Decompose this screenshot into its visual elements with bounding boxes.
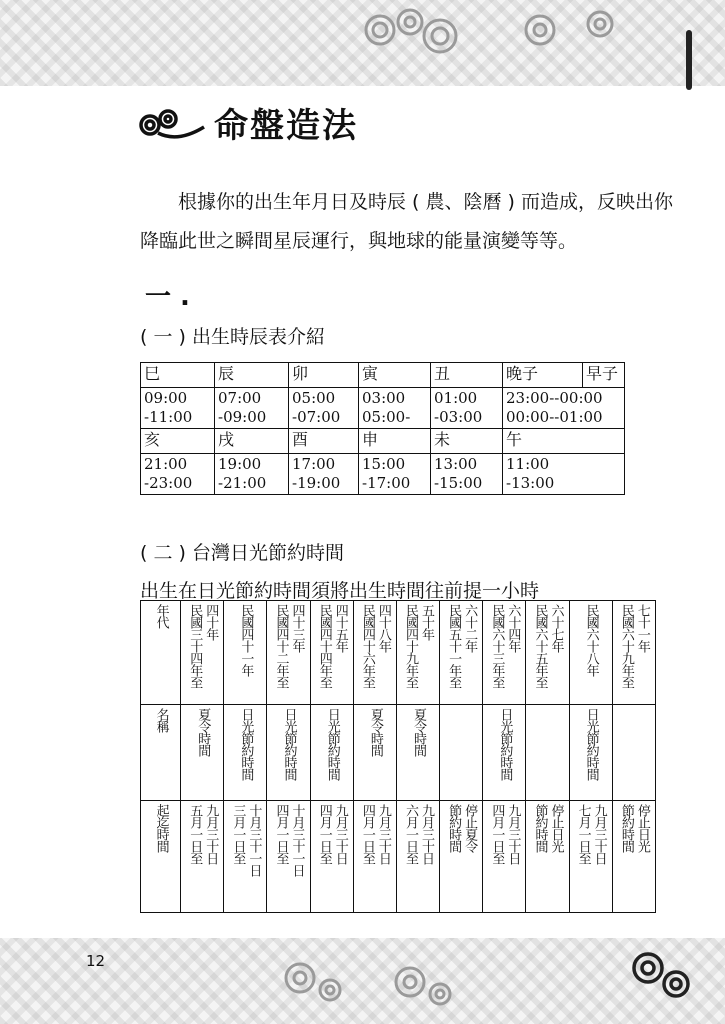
dst-note: 出生在日光節約時間須將出生時間往前提一小時 — [140, 580, 540, 602]
table-cell — [224, 601, 267, 705]
table-cell: 卯 — [289, 363, 359, 388]
dst-period: 十月三十一日 三月一日至 — [230, 804, 262, 876]
bottom-decorative-band — [0, 938, 725, 1024]
dst-name: 夏令時間 — [367, 708, 383, 756]
table-cell: 晚子 — [503, 363, 583, 388]
dst-period: 停止日光 節約時間 — [532, 804, 564, 852]
dst-period: 九月三十日 五月一日至 — [187, 804, 219, 864]
table-cell: 午 — [503, 429, 625, 454]
table-cell — [267, 705, 310, 801]
intro-paragraph: 根據你的出生年月日及時辰 ( 農、陰曆 ) 而造成，反映出你降臨此世之瞬間星辰運行，與地球的能量演變等等。 — [140, 191, 673, 252]
dst-year: 六十四年 民國六十三年至 — [489, 604, 521, 688]
table-cell — [612, 705, 655, 801]
table-cell — [440, 705, 483, 801]
header-name: 名稱 — [153, 708, 169, 732]
dst-year: 民國六十八年 — [583, 604, 599, 676]
table-cell: 11:00 -13:00 — [503, 454, 625, 495]
table-cell: 早子 — [583, 363, 625, 388]
dst-year: 民國四十一年 — [238, 604, 254, 676]
table-cell: 07:00 -09:00 — [215, 388, 289, 429]
section-number: 一 . — [145, 282, 190, 312]
table-cell — [267, 601, 310, 705]
table-cell — [353, 801, 396, 913]
table-cell — [526, 601, 569, 705]
table-cell: 09:00 -11:00 — [141, 388, 215, 429]
table-cell — [569, 801, 612, 913]
table-cell: 酉 — [289, 429, 359, 454]
table-row — [141, 363, 625, 388]
dst-name: 日光節約時間 — [238, 708, 254, 780]
table-header-cell — [141, 601, 181, 705]
table-cell — [353, 705, 396, 801]
table-header-cell — [141, 705, 181, 801]
table-cell: 寅 — [359, 363, 431, 388]
dst-name: 日光節約時間 — [324, 708, 340, 780]
dst-year: 四十三年 民國四十二年至 — [273, 604, 305, 688]
dst-name: 夏令時間 — [411, 708, 426, 756]
table-cell — [483, 601, 526, 705]
header-year: 年代 — [153, 604, 169, 628]
dst-name: 日光節約時間 — [281, 708, 297, 780]
table-cell: 19:00 -21:00 — [215, 454, 289, 495]
table-cell: 03:00 05:00- — [359, 388, 431, 429]
cloud-ornament-icon — [0, 938, 725, 1024]
dst-period: 九月三十日 四月一日至 — [316, 804, 348, 864]
table-cell — [224, 801, 267, 913]
dst-period: 九月三十日 七月一日至 — [575, 804, 607, 864]
hours-table — [140, 362, 625, 495]
table-cell — [483, 705, 526, 801]
table-cell — [612, 601, 655, 705]
table-cell: 13:00 -15:00 — [431, 454, 503, 495]
page-number: 12 — [86, 952, 106, 970]
dst-table — [140, 600, 656, 913]
table-cell: 01:00 -03:00 — [431, 388, 503, 429]
dst-year: 四十五年 民國四十四年至 — [316, 604, 348, 688]
dst-name: 日光節約時間 — [583, 708, 599, 780]
table-row — [141, 601, 656, 705]
dst-period: 停止夏令 節約時間 — [446, 804, 478, 852]
table-cell — [181, 801, 224, 913]
table-cell — [526, 801, 569, 913]
page-title: 命盤造法 — [214, 106, 358, 146]
table-cell — [310, 801, 353, 913]
dst-name: 夏令時間 — [195, 708, 211, 756]
table-cell — [181, 705, 224, 801]
table-cell: 未 — [431, 429, 503, 454]
header-period: 起迄時間 — [153, 804, 169, 852]
table-cell — [310, 601, 353, 705]
table-cell — [440, 801, 483, 913]
table-cell: 辰 — [215, 363, 289, 388]
table-cell: 巳 — [141, 363, 215, 388]
cloud-ornament-icon — [0, 0, 725, 86]
top-decorative-band — [0, 0, 725, 86]
table-cell: 丑 — [431, 363, 503, 388]
table-cell — [224, 705, 267, 801]
table-cell — [526, 705, 569, 801]
table-cell: 亥 — [141, 429, 215, 454]
table-cell — [483, 801, 526, 913]
table-cell — [569, 601, 612, 705]
table-cell — [396, 801, 439, 913]
dst-year: 六十二年 民國五十一年至 — [446, 604, 478, 688]
table-cell — [267, 801, 310, 913]
table-row — [141, 454, 625, 495]
table-cell: 戌 — [215, 429, 289, 454]
dst-year: 四十年 民國三十四年至 — [187, 604, 219, 688]
subtitle-hours-table: ( 一 ) 出生時辰表介紹 — [140, 326, 325, 348]
table-row — [141, 801, 656, 913]
dst-year: 五十年 民國四十九年至 — [403, 604, 434, 688]
dst-period: 十月三十一日 四月一日至 — [273, 804, 305, 876]
table-cell — [181, 601, 224, 705]
dst-year: 七十一年 民國六十九年至 — [618, 604, 650, 688]
dst-year: 六十七年 民國六十五年至 — [532, 604, 564, 688]
table-cell — [310, 705, 353, 801]
table-cell — [612, 801, 655, 913]
dst-period: 九月三十日 四月一日至 — [359, 804, 391, 864]
dst-period: 九月三十日 六月一日至 — [403, 804, 434, 864]
cloud-swirl-icon — [138, 105, 208, 145]
table-cell — [440, 601, 483, 705]
table-row — [141, 429, 625, 454]
table-cell: 05:00 -07:00 — [289, 388, 359, 429]
table-cell — [569, 705, 612, 801]
subtitle-dst-table: ( 二 ) 台灣日光節約時間 — [140, 542, 344, 564]
table-cell: 申 — [359, 429, 431, 454]
table-cell: 21:00 -23:00 — [141, 454, 215, 495]
dst-period: 停止日光 節約時間 — [618, 804, 650, 852]
table-cell — [353, 601, 396, 705]
page-edge-mark — [686, 30, 692, 90]
dst-year: 四十八年 民國四十六年至 — [359, 604, 391, 688]
table-cell: 23:00--00:00 00:00--01:00 — [503, 388, 625, 429]
dst-period: 九月三十日 四月一日至 — [489, 804, 521, 864]
table-cell: 15:00 -17:00 — [359, 454, 431, 495]
dst-name: 日光節約時間 — [497, 708, 513, 780]
table-cell: 17:00 -19:00 — [289, 454, 359, 495]
table-row — [141, 388, 625, 429]
table-cell — [396, 601, 439, 705]
table-cell — [396, 705, 439, 801]
table-row — [141, 705, 656, 801]
table-header-cell — [141, 801, 181, 913]
